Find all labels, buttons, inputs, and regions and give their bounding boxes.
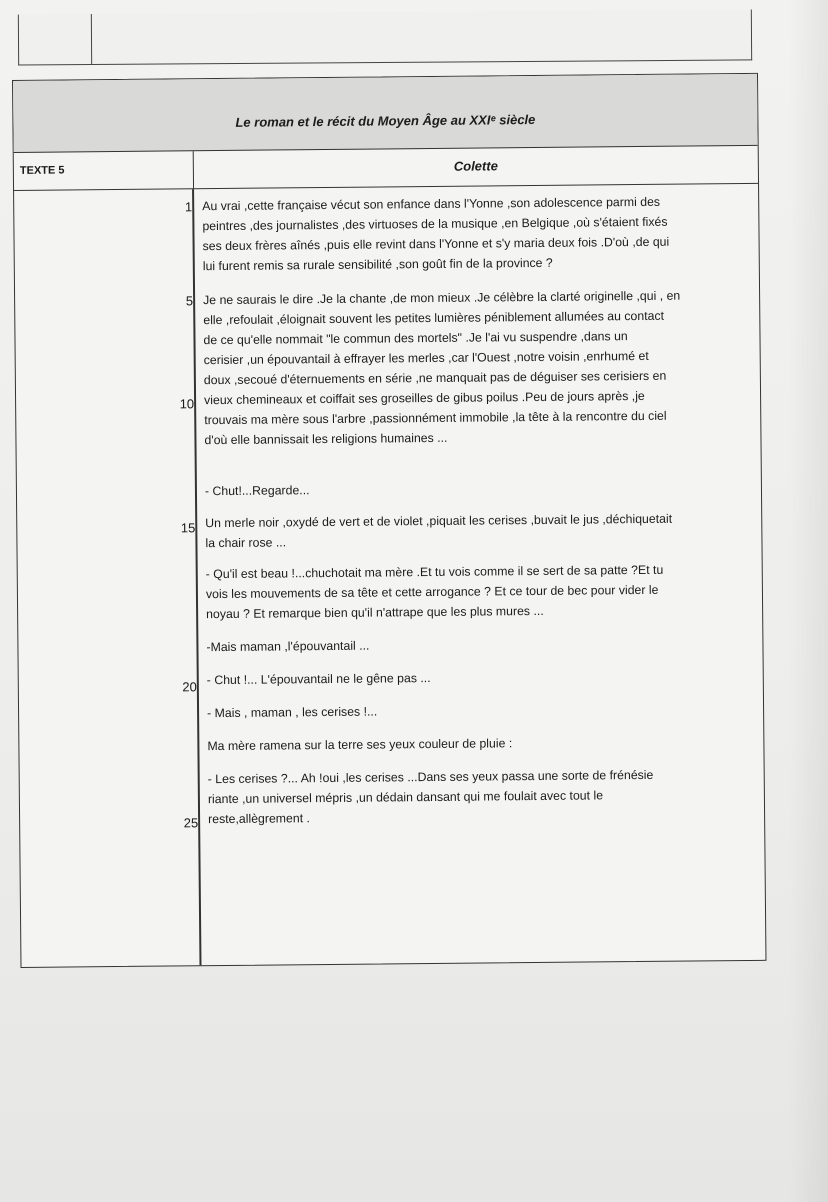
- text-line: - Mais , maman , les cerises !...: [207, 704, 378, 721]
- text-line: doux ,secoué d'éternuements en série ,ne manquait pas de déguiser ses cerisiers en: [203, 368, 667, 388]
- text-line: vieux chemineaux et coiffait ses groseilles de gibus poilus .Peu de jours après ,je: [204, 388, 645, 408]
- paragraph: [208, 764, 757, 829]
- text-label: TEXTE 5: [19, 164, 65, 177]
- text-line: reste,allègrement .: [208, 811, 311, 827]
- paragraph: [205, 508, 753, 553]
- paragraph: [203, 285, 753, 450]
- text-line: trouvais ma mère sous l'arbre ,passionnément immobile ,la tête à la rencontre du ciel: [204, 408, 667, 428]
- text-line: - Chut !... L'épouvantail ne le gêne pas ...: [206, 671, 431, 688]
- text-line: - Chut!...Regarde...: [204, 483, 310, 499]
- paragraph: [206, 632, 754, 657]
- line-number: 25: [183, 815, 199, 831]
- text-table: [12, 73, 766, 968]
- author-name: Colette: [453, 158, 498, 174]
- paragraph: [207, 731, 755, 756]
- paragraph: [202, 191, 751, 276]
- text-line: elle ,refoulait ,éloignait souvent les petites lumières péniblement allumées au contact: [203, 308, 665, 328]
- text-line: vois les mouvements de sa tête et cette arrogance ? Et ce tour de bec pour vider le: [205, 582, 659, 602]
- paragraph: [207, 665, 755, 690]
- page-title: Le roman et le récit du Moyen Âge au XXIᵉ siècle: [235, 111, 536, 130]
- text-line: noyau ? Et remarque bien qu'il n'attrape que les plus mures ...: [206, 603, 544, 622]
- text-line: Ma mère ramena sur la terre ses yeux couleur de pluie :: [207, 736, 513, 754]
- line-number: 15: [180, 520, 196, 536]
- author-cell: [194, 146, 758, 189]
- text-line: Au vrai ,cette française vécut son enfance dans l'Yonne ,son adolescence parmi des: [202, 194, 661, 214]
- text-line: Un merle noir ,oxydé de vert et de violet ,piquait les cerises ,buvait le jus ,déchiquetait: [205, 511, 673, 531]
- line-number: 5: [185, 293, 194, 309]
- line-number: 1: [184, 199, 193, 215]
- text-sheet: [12, 73, 767, 970]
- text-line: lui furent remis sa rurale sensibilité ,son goût fin de la province ?: [202, 255, 553, 274]
- text-line: - Les cerises ?... Ah !oui ,les cerises ...Dans ses yeux passa une sorte de frénésie: [207, 767, 654, 787]
- text-line: la chair rose ...: [205, 535, 287, 551]
- text-line: -Mais maman ,l'épouvantail ...: [206, 638, 370, 655]
- text-line: peintres ,des journalistes ,des virtuoses de la musique ,en Belgique ,où s'étaient fixés: [202, 214, 668, 234]
- text-line: de ce qu'elle nommait "le commun des mortels" .Je l'ai vu suspendre ,dans un: [203, 329, 628, 348]
- page-shadow: [788, 0, 828, 1202]
- text-line: Je ne saurais le dire .Je la chante ,de mon mieux .Je célèbre la clarté originelle ,qui , en: [203, 288, 681, 308]
- column-divider: [192, 189, 201, 965]
- paragraph: [207, 698, 755, 723]
- paragraph: [205, 476, 753, 501]
- text-line: riante ,un universel mépris ,un dédain dansant qui me foulait avec tout le: [207, 788, 604, 807]
- top-header-cell: [19, 14, 92, 65]
- text-line: ses deux frères aînés ,puis elle revint dans l'Yonne et s'y maria deux fois .D'où ,de qui: [202, 234, 670, 254]
- line-number: 20: [182, 679, 197, 695]
- text-line: - Qu'il est beau !...chuchotait ma mère .Et tu vois comme il se sert de sa patte ?Et tu: [205, 562, 664, 582]
- text-line: d'où elle bannissait les religions humaines ...: [204, 430, 448, 448]
- title-row: [13, 74, 758, 153]
- text-label-cell: [14, 151, 194, 191]
- line-number: 10: [179, 396, 195, 412]
- text-line: cerisier ,un épouvantail à effrayer les merles ,car l'Ouest ,notre voisin ,enrhumé et: [203, 348, 649, 368]
- paragraph: [206, 559, 755, 624]
- top-header-box: [18, 9, 752, 65]
